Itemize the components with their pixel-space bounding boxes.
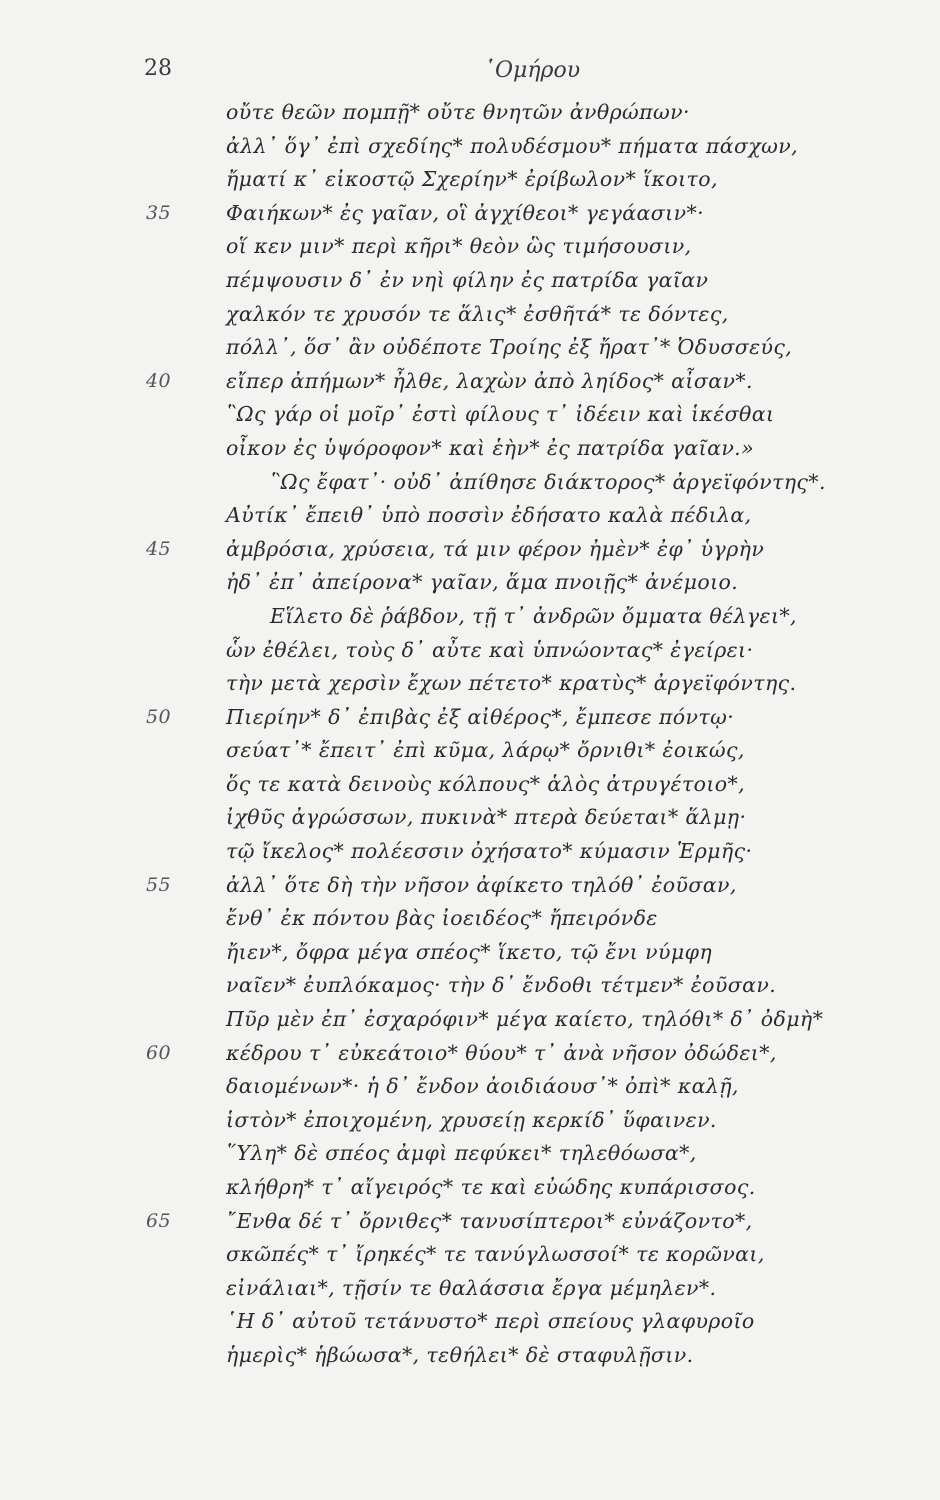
line-text: κλήθρη* τ᾽ αἴγειρός* τε καὶ εὐώδης κυπάρισσος. (226, 1175, 756, 1199)
verse-line (0, 1104, 940, 1138)
verse-line (0, 801, 940, 835)
verse-line (0, 197, 940, 231)
verse-line (0, 1339, 940, 1373)
line-text: ἡμερὶς* ἡβώωσα*, τεθήλει* δὲ σταφυλῇσιν. (226, 1342, 694, 1367)
line-text: ἰχθῦς ἀγρώσσων, πυκινὰ* πτερὰ δεύεται* ἅλμῃ· (226, 805, 747, 830)
line-text: κέδρου τ᾽ εὐκεάτοιο* θύου* τ᾽ ἀνὰ νῆσον ὀδώδει*, (226, 1040, 777, 1065)
verse-line (0, 230, 940, 264)
line-number: 60 (146, 1041, 171, 1064)
verse-line (0, 1171, 940, 1205)
verse-line (0, 533, 940, 567)
line-text: ἔνθ᾽ ἐκ πόντου βὰς ἰοειδέος* ἤπειρόνδε (226, 906, 658, 931)
verse-line (0, 1037, 940, 1071)
line-text: δαιομένων*· ἡ δ᾽ ἔνδον ἀοιδιάουσ᾽* ὀπὶ* καλῇ, (226, 1074, 739, 1099)
verse-line (0, 1205, 940, 1239)
line-number: 35 (146, 201, 171, 224)
line-text: σκῶπές* τ᾽ ἴρηκές* τε τανύγλωσσοί* τε κορῶναι, (226, 1242, 765, 1267)
line-text: χαλκόν τε χρυσόν τε ἅλις* ἐσθῆτά* τε δόντες, (226, 301, 729, 326)
line-number: 65 (146, 1209, 171, 1232)
verse-line (0, 936, 940, 970)
verse-line (0, 1238, 940, 1272)
line-text: Πιερίην* δ᾽ ἐπιβὰς ἐξ αἰθέρος*, ἔμπεσε πόντῳ· (226, 704, 735, 729)
line-text: ἀλλ᾽ ὅτε δὴ τὴν νῆσον ἀφίκετο τηλόθ᾽ ἐοῦσαν, (226, 872, 737, 897)
verse-line (0, 499, 940, 533)
line-text: ῝Ως ἔφατ᾽· οὐδ᾽ ἀπίθησε διάκτορος* ἀργεϊφόντης*. (270, 469, 826, 494)
verse-line (0, 667, 940, 701)
verse-line (0, 1003, 940, 1037)
verse-line (0, 96, 940, 130)
line-text: ἀμβρόσια, χρύσεια, τά μιν φέρον ἠμὲν* ἐφ᾽ ὑγρὴν (226, 536, 765, 561)
line-text: Πῦρ μὲν ἐπ᾽ ἐσχαρόφιν* μέγα καίετο, τηλόθι* δ᾽ ὀδμὴ* (226, 1007, 824, 1032)
line-text: Εἵλετο δὲ ῥάβδον, τῇ τ᾽ ἀνδρῶν ὄμματα θέλγει*, (270, 603, 797, 628)
line-text: τὴν μετὰ χερσὶν ἔχων πέτετο* κρατὺς* ἀργεϊφόντης. (226, 671, 797, 696)
verse-line (0, 701, 940, 735)
line-number: 50 (146, 705, 171, 728)
line-text: ἀλλ᾽ ὅγ᾽ ἐπὶ σχεδίης* πολυδέσμου* πήματα πάσχων, (226, 133, 799, 158)
line-text: ναῖεν* ἐυπλόκαμος· τὴν δ᾽ ἔνδοθι τέτμεν* ἐοῦσαν. (226, 973, 777, 998)
line-text: οἵ κεν μιν* περὶ κῆρι* θεὸν ὣς τιμήσουσιν, (226, 234, 692, 259)
line-text: ἤματί κ᾽ εἰκοστῷ Σχερίην* ἐρίβωλον* ἵκοιτο, (226, 167, 718, 192)
verse-line (0, 398, 940, 432)
running-header: ῾Ομήρου (484, 58, 581, 83)
verse-line (0, 600, 940, 634)
line-text: εἴπερ ἀπήμων* ἦλθε, λαχὼν ἀπὸ ληίδος* αἶσαν*. (226, 368, 753, 393)
verse-line (0, 331, 940, 365)
line-text: πέμψουσιν δ᾽ ἐν νηὶ φίλην ἐς πατρίδα γαῖαν (226, 267, 709, 292)
line-number: 55 (146, 873, 171, 896)
line-text: ἱστὸν* ἐποιχομένη, χρυσείῃ κερκίδ᾽ ὕφαινεν. (226, 1107, 717, 1132)
line-text: ὧν ἐθέλει, τοὺς δ᾽ αὖτε καὶ ὑπνώοντας* ἐγείρει· (226, 637, 754, 662)
line-text: οὔτε θεῶν πομπῇ* οὔτε θνητῶν ἀνθρώπων· (226, 100, 690, 124)
verse-line (0, 130, 940, 164)
verse-line (0, 1305, 940, 1339)
line-text: ῝Ως γάρ οἱ μοῖρ᾽ ἐστὶ φίλους τ᾽ ἰδέειν καὶ ἱκέσθαι (226, 402, 775, 427)
verse-line (0, 768, 940, 802)
line-text: οἶκον ἐς ὑψόροφον* καὶ ἑὴν* ἐς πατρίδα γαῖαν.» (226, 435, 755, 460)
verse-line (0, 163, 940, 197)
verse-line (0, 264, 940, 298)
verse-line (0, 1137, 940, 1171)
line-text: πόλλ᾽, ὅσ᾽ ἂν οὐδέποτε Τροίης ἐξ ἤρατ᾽* Ὀδυσσεύς, (226, 335, 793, 360)
line-text: ἤιεν*, ὄφρα μέγα σπέος* ἵκετο, τῷ ἔνι νύμφη (226, 939, 713, 964)
line-text: ῞Υλη* δὲ σπέος ἀμφὶ πεφύκει* τηλεθόωσα*, (226, 1141, 697, 1166)
verse-line (0, 298, 940, 332)
verse-line (0, 566, 940, 600)
verse-line (0, 432, 940, 466)
verse-line (0, 365, 940, 399)
verse-line (0, 634, 940, 668)
line-text: ῎Ενθα δέ τ᾽ ὄρνιθες* τανυσίπτεροι* εὐνάζοντο*, (226, 1208, 753, 1233)
line-text: εἰνάλιαι*, τῇσίν τε θαλάσσια ἔργα μέμηλεν*. (226, 1275, 717, 1300)
verse-block (0, 96, 940, 1373)
line-text: ὅς τε κατὰ δεινοὺς κόλπους* ἁλὸς ἀτρυγέτοιο*, (226, 771, 746, 796)
verse-line (0, 734, 940, 768)
line-text: ἠδ᾽ ἐπ᾽ ἀπείρονα* γαῖαν, ἅμα πνοιῇς* ἀνέμοιο. (226, 570, 739, 595)
line-text: ῾Η δ᾽ αὐτοῦ τετάνυστο* περὶ σπείους γλαφυροῖο (226, 1309, 755, 1334)
line-text: τῷ ἴκελος* πολέεσσιν ὀχήσατο* κύμασιν Ἑρμῆς· (226, 839, 753, 864)
verse-line (0, 969, 940, 1003)
line-text: Φαιήκων* ἐς γαῖαν, οἳ ἀγχίθεοι* γεγάασιν*· (226, 200, 705, 225)
verse-line (0, 869, 940, 903)
line-number: 40 (146, 369, 171, 392)
verse-line (0, 835, 940, 869)
page-number: 28 (144, 56, 172, 81)
verse-line (0, 466, 940, 500)
verse-line (0, 1272, 940, 1306)
line-text: σεύατ᾽* ἔπειτ᾽ ἐπὶ κῦμα, λάρῳ* ὄρνιθι* ἐοικώς, (226, 738, 745, 763)
verse-line (0, 902, 940, 936)
line-number: 45 (146, 537, 171, 560)
verse-line (0, 1070, 940, 1104)
line-text: Αὐτίκ᾽ ἔπειθ᾽ ὑπὸ ποσσὶν ἐδήσατο καλὰ πέδιλα, (226, 503, 752, 528)
